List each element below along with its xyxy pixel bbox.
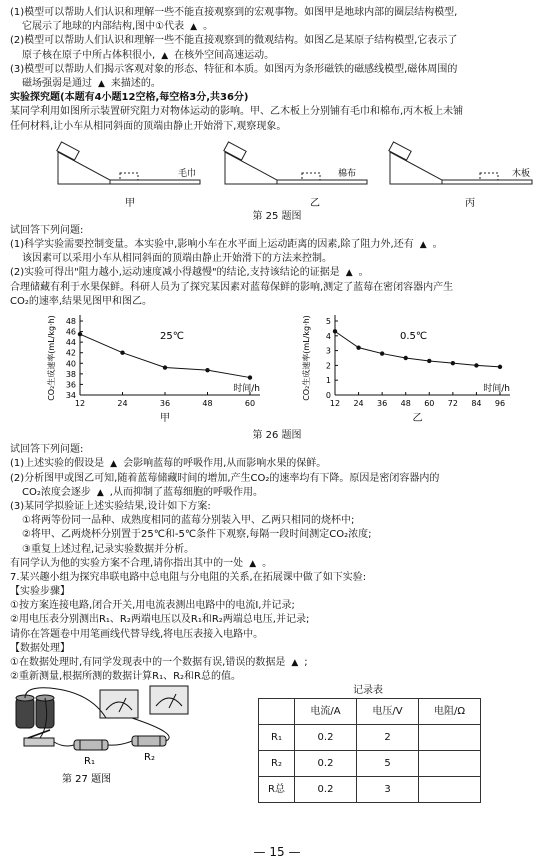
ramp-panel-a [57, 142, 200, 209]
y-tick-label: 2 [325, 361, 331, 371]
q25-prompt: 试回答下列问题: [10, 224, 84, 236]
table-header-cell: 电流/A [295, 699, 357, 725]
co2-rate-chart-05c [295, 309, 545, 429]
q27-figure [10, 684, 544, 795]
table-cell: 0.2 [295, 725, 357, 751]
q27-step1: ①按方案连接电路,闭合开关,用电流表测出电路中的电流I,并记录; [10, 600, 295, 612]
table-cell [419, 777, 481, 803]
record-table [258, 698, 481, 803]
section-heading: 实验探究题(本题有4小题12空格,每空格3分,共36分) [10, 92, 249, 104]
q26-answer3: (3)某同学拟验证上述实验结果,设计如下方案: [10, 500, 211, 512]
surface-label: 毛巾 [178, 168, 197, 179]
y-axis-label: CO₂生成速率(mL/kg·h) [47, 315, 56, 401]
y-tick-label: 48 [65, 317, 76, 326]
table-row [259, 777, 481, 803]
data-point [404, 356, 408, 360]
answer-blank[interactable]: ▲ [345, 268, 353, 279]
table-cell [419, 725, 481, 751]
data-point [474, 363, 478, 367]
data-point [120, 351, 124, 355]
q26-caption: 第 26 题图 [252, 430, 302, 441]
q25-line1: 某同学利用如图所示装置研究阻力对物体运动的影响。甲、乙木板上分别铺有毛巾和棉布,丙木板上未铺 [10, 106, 464, 118]
y-tick-label: 42 [65, 348, 76, 358]
y-tick-label: 44 [65, 338, 76, 348]
q25-answer2: (2)实验可得出"阻力越小,运动速度减小得越慢"的结论,支持该结论的证据是 ▲ 。 [10, 267, 369, 279]
q24-line3: (2)模型可以帮助人们认识和理解一些不能直接观察到的微观结构。如图乙是某原子结构模型,它表示了 [10, 35, 458, 47]
table-row [259, 725, 481, 751]
answer-blank[interactable]: ▲ [291, 658, 299, 668]
y-tick-label: 34 [65, 391, 76, 400]
y-tick-label: 40 [65, 359, 76, 369]
x-tick-label: 36 [377, 399, 388, 408]
data-point [163, 365, 167, 369]
record-table-title: 记录表 [353, 685, 383, 697]
table-cell: 0.2 [295, 751, 357, 777]
record-table-wrap [258, 684, 481, 803]
q27-data1: ①在数据处理时,有同学发现表中的一个数据有误,错误的数据是 ▲ ; [10, 657, 308, 668]
y-tick-label: 46 [65, 327, 76, 337]
q27-data2: ②重新测量,根据所测的数据计算R₁、R₂和R总的值。 [10, 671, 242, 683]
y-tick-label: 36 [65, 380, 76, 390]
x-tick-label: 24 [353, 399, 364, 408]
q26-step1: ①将两等份同一品种、成熟度相同的蓝莓分别装入甲、乙两只相同的烧杯中; [22, 515, 355, 527]
switch-icon [24, 730, 54, 746]
resistor-r2-icon [132, 736, 166, 746]
q26-line1: 合理储藏有利于水果保鲜。科研人员为了探究某因素对蓝莓保鲜的影响,测定了蓝莓在密闭容器内产生 [10, 281, 454, 293]
table-cell: R总 [259, 777, 295, 803]
table-cell: 2 [357, 725, 419, 751]
x-tick-label: 72 [447, 399, 458, 408]
panel-label: 丙 [465, 197, 475, 209]
voltmeter-icon [150, 686, 188, 714]
table-header-cell: 电阻/Ω [419, 699, 481, 725]
ramp-panel-c [389, 142, 532, 209]
temperature-annotation: 0.5℃ [400, 331, 428, 342]
panel-label: 甲 [125, 197, 135, 209]
q27-caption: 第 27 题图 [62, 774, 112, 786]
answer-blank[interactable]: ▲ [161, 50, 169, 61]
circuit-apparatus-diagram [10, 684, 230, 788]
table-header-cell: 电压/V [357, 699, 419, 725]
table-header-row [259, 699, 481, 725]
page-number: — 15 — [253, 844, 301, 859]
q26-step3: ③重复上述过程,记录实验数据并分析。 [22, 543, 195, 555]
x-tick-label: 48 [400, 399, 411, 408]
q25-answer1: (1)科学实验需要控制变量。本实验中,影响小车在水平面上运动距离的因素,除了阻力外,还有 ▲ 。 [10, 239, 443, 251]
q26-charts [10, 309, 544, 429]
x-tick-label: 24 [117, 399, 128, 408]
x-tick-label: 48 [202, 399, 213, 408]
x-tick-label: 60 [244, 399, 256, 408]
q27-steps-heading: 【实验步骤】 [10, 586, 70, 598]
r1-label: R₁ [84, 756, 95, 768]
q24-line1: (1)模型可以帮助人们认识和理解一些不能直接观察到的宏观事物。如图甲是地球内部的圈层结构模型, [10, 7, 458, 18]
q24-line2: 它展示了地球的内部结构,图中①代表 ▲ 。 [22, 21, 214, 33]
table-cell [419, 751, 481, 777]
table-header-cell [259, 699, 295, 725]
ramp-experiment-diagram [10, 134, 544, 210]
y-tick-label: 38 [65, 369, 76, 379]
q26-answer2-cont: CO₂浓度会逐步 ▲ ,从而抑制了蓝莓细胞的呼吸作用。 [22, 486, 263, 498]
data-point [356, 345, 360, 349]
answer-blank[interactable]: ▲ [98, 78, 105, 89]
y-tick-label: 0 [325, 391, 331, 400]
data-point [333, 329, 337, 333]
q25-answer1-cont: 该因素可以采用小车从相同斜面的顶端由静止开始滑下的方法来控制。 [22, 253, 332, 265]
ammeter-icon [100, 690, 138, 718]
q25-line2: 任何材料,让小车从相同斜面的顶端由静止开始滑下,观察现象。 [10, 120, 287, 132]
y-tick-label: 1 [325, 376, 331, 386]
x-tick-label: 12 [74, 399, 86, 408]
panel-label: 乙 [310, 197, 320, 209]
x-tick-label: 96 [494, 399, 506, 408]
q24-line4: 原子核在原子中所占体积很小, ▲ 在核外空间高速运动。 [22, 49, 275, 61]
table-cell: 5 [357, 751, 419, 777]
x-tick-label: 12 [329, 399, 341, 408]
table-cell: R₁ [259, 725, 295, 751]
data-point [380, 351, 384, 355]
table-cell: 0.2 [295, 777, 357, 803]
table-cell: R₂ [259, 751, 295, 777]
answer-blank[interactable]: ▲ [190, 22, 198, 33]
data-point [451, 361, 455, 365]
surface-label: 木板 [512, 168, 531, 179]
q26-line2: CO₂的速率,结果见图甲和图乙。 [10, 295, 153, 307]
r2-label: R₂ [144, 752, 155, 764]
q24-line6: 磁场强弱是通过 ▲ 来描述的。 [22, 77, 161, 89]
q26-answer1: (1)上述实验的假设是 ▲ 会影响蓝莓的呼吸作用,从而影响水果的保鲜。 [10, 458, 327, 470]
answer-blank[interactable]: ▲ [110, 459, 118, 470]
x-tick-label: 36 [159, 399, 171, 408]
data-point [78, 332, 82, 336]
co2-rate-chart-25c [30, 309, 290, 429]
q27-data-heading: 【数据处理】 [10, 642, 70, 654]
q25-caption: 第 25 题图 [252, 210, 302, 222]
q27-step2: ②用电压表分别测出R₁、R₂两端电压以及R₁和R₂两端总电压,并记录; [10, 614, 310, 626]
table-cell: 3 [357, 777, 419, 803]
x-axis-label: 时间/h [233, 384, 260, 394]
ramp-panel-b [224, 142, 367, 209]
q26-prompt: 试回答下列问题: [10, 444, 84, 456]
x-tick-label: 84 [471, 399, 482, 408]
battery-icon [16, 695, 54, 728]
answer-blank[interactable]: ▲ [419, 240, 427, 251]
q27-line1: 7.某兴趣小组为探究串联电路中总电阻与分电阻的关系,在拓展课中做了如下实验: [10, 571, 367, 583]
y-axis-label: CO₂生成速率(mL/kg·h) [302, 315, 311, 401]
q25-figure [10, 134, 544, 210]
data-point [427, 359, 431, 363]
resistor-r1-icon [74, 740, 108, 750]
temperature-annotation: 25℃ [160, 331, 184, 342]
y-tick-label: 4 [325, 331, 331, 341]
data-point [498, 365, 502, 369]
x-axis-label: 时间/h [483, 384, 510, 394]
answer-blank[interactable]: ▲ [96, 487, 104, 498]
q26-step2: ②将甲、乙两烧杯分别置于25℃和-5℃条件下观察,每隔一段时间测定CO₂浓度; [22, 529, 372, 541]
table-row [259, 751, 481, 777]
data-point [205, 368, 209, 372]
q27-step3: 请你在答题卷中用笔画线代替导线,将电压表接入电路中。 [10, 628, 264, 640]
y-tick-label: 5 [325, 317, 331, 326]
x-tick-label: 60 [424, 399, 435, 408]
q26-answer2: (2)分析图甲或图乙可知,随着蓝莓储藏时间的增加,产生CO₂的速率均有下降。原因是密闭容器内的 [10, 472, 440, 484]
data-point [248, 375, 252, 379]
answer-blank[interactable]: ▲ [249, 558, 257, 569]
q24-line5: (3)模型可以帮助人们揭示客观对象的形态、特征和本质。如图丙为条形磁铁的磁感线模型,磁体周围的 [10, 63, 458, 75]
chart-panel-label: 甲 [160, 413, 170, 424]
chart-panel-label: 乙 [412, 413, 423, 424]
q26-answer3-question: 有同学认为他的实验方案不合理,请你指出其中的一处 ▲ 。 [10, 557, 273, 569]
y-tick-label: 3 [325, 346, 331, 356]
surface-label: 棉布 [338, 168, 357, 179]
